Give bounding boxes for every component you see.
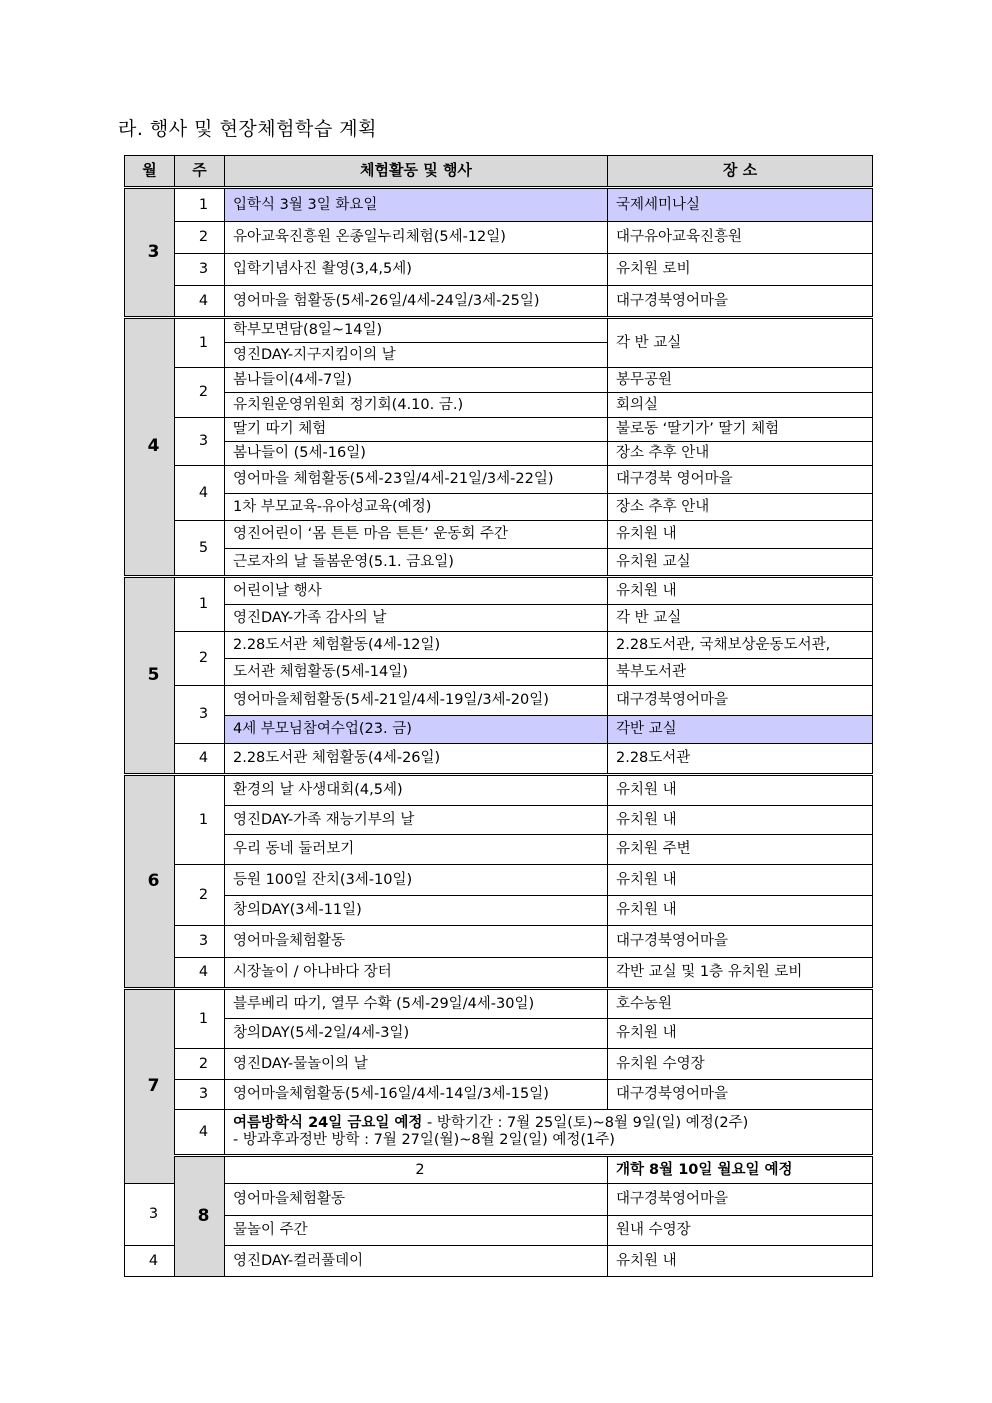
- table-row: [125, 577, 873, 605]
- week-cell: 3: [125, 1184, 175, 1246]
- place-cell: 각 반 교실: [608, 318, 873, 368]
- activity-cell: 입학식 3월 3일 화요일: [225, 188, 608, 222]
- week-cell: 2: [175, 1049, 225, 1080]
- activity-cell: 영진DAY-물놀이의 날: [225, 1049, 608, 1080]
- place-cell: 유치원 내: [608, 577, 873, 605]
- activity-cell: 도서관 체험활동(5세-14일): [225, 659, 608, 686]
- activity-cell: 봄나들이 (5세-16일): [225, 442, 608, 466]
- place-cell: 대구경북영어마을: [608, 1184, 873, 1216]
- table-row: [125, 254, 873, 286]
- table-row: [125, 1080, 873, 1110]
- month-cell: 5: [125, 577, 175, 775]
- table-row: [125, 775, 873, 806]
- week-cell: 3: [175, 418, 225, 466]
- table-row: [125, 286, 873, 318]
- place-cell: 대구경북영어마을: [608, 686, 873, 716]
- table-row: [125, 1049, 873, 1080]
- header-place: 장 소: [608, 156, 873, 188]
- week-cell: 4: [175, 958, 225, 989]
- table-row: [125, 466, 873, 494]
- week-cell: 2: [225, 1156, 608, 1184]
- table-row: [125, 806, 873, 835]
- place-cell: 북부도서관: [608, 659, 873, 686]
- activity-cell: 창의DAY(3세-11일): [225, 896, 608, 926]
- week-cell: 3: [175, 254, 225, 286]
- activity-cell: 딸기 따기 체험: [225, 418, 608, 442]
- table-row: [125, 835, 873, 865]
- week-cell: 1: [175, 775, 225, 865]
- activity-cell: 영진DAY-가족 감사의 날: [225, 605, 608, 632]
- vacation-note-bold: 여름방학식 24일 금요일 예정: [233, 1115, 423, 1132]
- activity-cell: 영어마을체험활동(5세-16일/4세-14일/3세-15일): [225, 1080, 608, 1110]
- table-row: [125, 1156, 873, 1184]
- place-cell: 대구경북영어마을: [608, 1080, 873, 1110]
- place-cell: 유치원 내: [608, 521, 873, 549]
- week-cell: 4: [175, 1110, 225, 1156]
- table-row: [125, 442, 873, 466]
- table-row: [125, 222, 873, 254]
- activity-cell: 2.28도서관 체험활동(4세-12일): [225, 632, 608, 659]
- week-cell: 1: [175, 577, 225, 632]
- activity-cell: 어린이날 행사: [225, 577, 608, 605]
- table-row: [125, 418, 873, 442]
- activity-cell: 창의DAY(5세-2일/4세-3일): [225, 1019, 608, 1049]
- activity-cell: 봄나들이(4세-7일): [225, 368, 608, 393]
- week-cell: 5: [175, 521, 225, 577]
- table-row: [125, 926, 873, 958]
- table-row: [125, 188, 873, 222]
- activity-cell: 4세 부모님참여수업(23. 금): [225, 716, 608, 744]
- activity-cell: 등원 100일 잔치(3세-10일): [225, 865, 608, 896]
- activity-cell: 영어마을체험활동(5세-21일/4세-19일/3세-20일): [225, 686, 608, 716]
- week-cell: 1: [175, 318, 225, 368]
- place-cell: 대구유아교육진흥원: [608, 222, 873, 254]
- table-row: [125, 896, 873, 926]
- place-cell: 회의실: [608, 393, 873, 418]
- header-month: 월: [125, 156, 175, 188]
- header-row: [125, 156, 873, 188]
- place-cell: 대구경북영어마을: [608, 926, 873, 958]
- week-cell: 4: [175, 286, 225, 318]
- month-cell: 3: [125, 188, 175, 318]
- week-cell: 3: [175, 1080, 225, 1110]
- table-row: [125, 865, 873, 896]
- place-cell: 장소 추후 안내: [608, 442, 873, 466]
- week-cell: 3: [175, 926, 225, 958]
- table-row: [125, 393, 873, 418]
- activity-cell: 영어마을체험활동: [225, 1184, 608, 1216]
- activity-cell: 유아교육진흥원 온종일누리체험(5세-12일): [225, 222, 608, 254]
- week-cell: 1: [175, 188, 225, 222]
- place-cell: 유치원 내: [608, 1019, 873, 1049]
- activity-cell: 2.28도서관 체험활동(4세-26일): [225, 744, 608, 775]
- place-cell: 국제세미나실: [608, 188, 873, 222]
- month-cell: 4: [125, 318, 175, 577]
- table-row: [125, 1216, 873, 1246]
- place-cell: 유치원 내: [608, 1246, 873, 1277]
- activity-cell: 영진DAY-지구지킴이의 날: [225, 343, 608, 368]
- table-row: [125, 368, 873, 393]
- place-cell: 유치원 내: [608, 896, 873, 926]
- activity-cell: 영진DAY-컬러풀데이: [225, 1246, 608, 1277]
- place-cell: 유치원 교실: [608, 549, 873, 577]
- activity-cell: 입학기념사진 촬영(3,4,5세): [225, 254, 608, 286]
- place-cell: 호수농원: [608, 989, 873, 1019]
- place-cell: 불로동 ‘딸기가’ 딸기 체험: [608, 418, 873, 442]
- place-cell: 유치원 내: [608, 775, 873, 806]
- place-cell: 유치원 주변: [608, 835, 873, 865]
- week-cell: 4: [175, 744, 225, 775]
- table-row: [125, 549, 873, 577]
- table-row: [125, 989, 873, 1019]
- table-row: [125, 1110, 873, 1156]
- activity-cell: 영진DAY-가족 재능기부의 날: [225, 806, 608, 835]
- header-week: 주: [175, 156, 225, 188]
- after-school-note-line: - 방과후과정반 방학 : 7월 27일(월)~8월 2일(일) 예정(1주): [233, 1132, 615, 1148]
- table-row: [125, 686, 873, 716]
- table-row: [125, 632, 873, 659]
- activity-cell: 환경의 날 사생대회(4,5세): [225, 775, 608, 806]
- vacation-note-line: [233, 1115, 872, 1132]
- table-row: [125, 744, 873, 775]
- activity-cell: 개학 8월 10일 월요일 예정: [608, 1156, 873, 1184]
- activity-cell: 영진어린이 ‘몸 튼튼 마음 튼튼’ 운동회 주간: [225, 521, 608, 549]
- header-activity: 체험활동 및 행사: [225, 156, 608, 188]
- week-cell: 3: [175, 686, 225, 744]
- week-cell: 4: [125, 1246, 175, 1277]
- place-cell: 각 반 교실: [608, 605, 873, 632]
- vacation-note-period: - 방학기간 : 7월 25일(토)~8월 9일(일) 예정(2주): [422, 1115, 749, 1132]
- place-cell: 2.28도서관: [608, 744, 873, 775]
- place-cell: 2.28도서관, 국채보상운동도서관,: [608, 632, 873, 659]
- week-cell: 2: [175, 865, 225, 926]
- place-cell: 대구경북영어마을: [608, 286, 873, 318]
- place-cell: 유치원 내: [608, 865, 873, 896]
- activity-cell: 영어마을 체험활동(5세-23일/4세-21일/3세-22일): [225, 466, 608, 494]
- table-row: [125, 1246, 873, 1277]
- place-cell: 대구경북 영어마을: [608, 466, 873, 494]
- month-cell: 6: [125, 775, 175, 989]
- activity-cell: 1차 부모교육-유아성교육(예정): [225, 494, 608, 521]
- activity-cell: 우리 동네 둘러보기: [225, 835, 608, 865]
- place-cell: 유치원 수영장: [608, 1049, 873, 1080]
- table-row: [125, 958, 873, 989]
- activity-cell: 유치원운영위원회 정기회(4.10. 금.): [225, 393, 608, 418]
- activity-cell: 영어마을 험활동(5세-26일/4세-24일/3세-25일): [225, 286, 608, 318]
- place-cell: 각반 교실: [608, 716, 873, 744]
- table-row: [125, 318, 873, 343]
- place-cell: 각반 교실 및 1층 유치원 로비: [608, 958, 873, 989]
- place-cell: 원내 수영장: [608, 1216, 873, 1246]
- table-row: [125, 716, 873, 744]
- week-cell: 2: [175, 222, 225, 254]
- month-cell: 7: [125, 989, 175, 1184]
- activity-cell: 물놀이 주간: [225, 1216, 608, 1246]
- place-cell: 장소 추후 안내: [608, 494, 873, 521]
- vacation-note-cell: [225, 1110, 873, 1156]
- week-cell: 2: [175, 368, 225, 418]
- activity-cell: 학부모면담(8일~14일): [225, 318, 608, 343]
- table-row: [125, 521, 873, 549]
- table-row: [125, 1184, 873, 1216]
- table-row: [125, 659, 873, 686]
- page-title: 라. 행사 및 현장체험학습 계획: [118, 118, 377, 140]
- place-cell: 유치원 내: [608, 806, 873, 835]
- week-cell: 2: [175, 632, 225, 686]
- activity-cell: 시장놀이 / 아나바다 장터: [225, 958, 608, 989]
- table-row: [125, 605, 873, 632]
- event-plan-table: [124, 155, 873, 1277]
- table-row: [125, 494, 873, 521]
- week-cell: 4: [175, 466, 225, 521]
- activity-cell: 영어마을체험활동: [225, 926, 608, 958]
- table-row: [125, 1019, 873, 1049]
- place-cell: 봉무공원: [608, 368, 873, 393]
- month-cell: 8: [175, 1156, 225, 1277]
- place-cell: 유치원 로비: [608, 254, 873, 286]
- activity-cell: 근로자의 날 돌봄운영(5.1. 금요일): [225, 549, 608, 577]
- week-cell: 1: [175, 989, 225, 1049]
- activity-cell: 블루베리 따기, 열무 수확 (5세-29일/4세-30일): [225, 989, 608, 1019]
